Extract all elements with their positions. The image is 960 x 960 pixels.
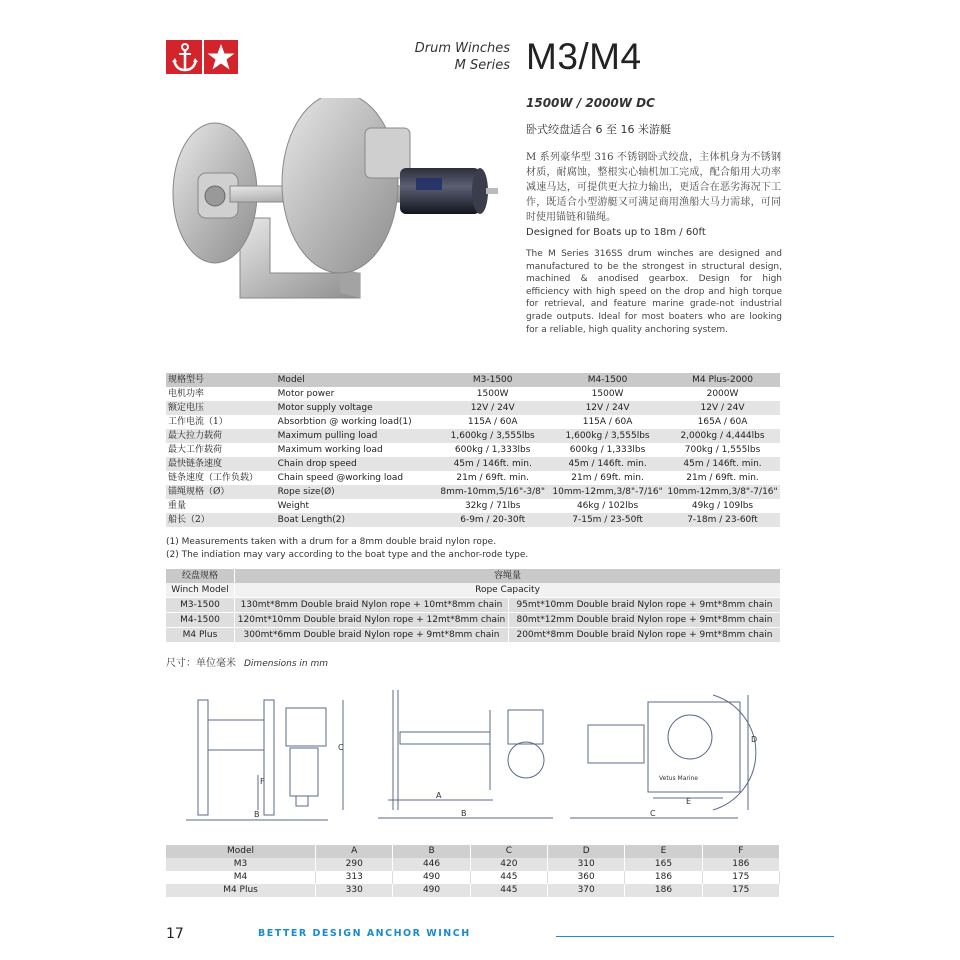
spec-value: 49kg / 109lbs bbox=[665, 499, 780, 513]
table-row bbox=[166, 858, 780, 871]
dimension-drawings bbox=[178, 680, 778, 830]
spec-value: 600kg / 1,333lbs bbox=[550, 443, 665, 457]
drawing-side-view bbox=[186, 700, 343, 820]
spec-value: 45m / 146ft. min. bbox=[550, 457, 665, 471]
spec-value: 165A / 60A bbox=[665, 415, 780, 429]
spec-value: M4 Plus-2000 bbox=[665, 373, 780, 387]
rope-capacity-a: 300mt*6mm Double braid Nylon rope + 9mt*8mm chain bbox=[235, 628, 509, 643]
dimensions-table bbox=[166, 845, 780, 897]
spec-en-label: Model bbox=[278, 373, 436, 387]
dimensions-label-en: Dimensions in mm bbox=[244, 659, 328, 669]
dim-cell: M3 bbox=[166, 858, 316, 871]
rope-header-en-model: Winch Model bbox=[166, 583, 235, 598]
spec-cn-label: 规格型号 bbox=[166, 373, 278, 387]
spec-value: 12V / 24V bbox=[435, 401, 550, 415]
dim-cell: 490 bbox=[393, 884, 470, 897]
spec-value: 12V / 24V bbox=[550, 401, 665, 415]
drawing-end-view bbox=[570, 695, 756, 818]
spec-en-label: Absorbtion @ working load(1) bbox=[278, 415, 436, 429]
dim-cell: 186 bbox=[702, 858, 779, 871]
footnote-1: (1) Measurements taken with a drum for a 8mm double braid nylon rope. bbox=[166, 537, 497, 547]
table-row bbox=[166, 613, 780, 628]
dim-cell: 370 bbox=[548, 884, 625, 897]
spec-en-label: Chain drop speed bbox=[278, 457, 436, 471]
spec-value: 10mm-12mm,3/8"-7/16" bbox=[550, 485, 665, 499]
spec-en-label: Motor power bbox=[278, 387, 436, 401]
dim-cell: 445 bbox=[470, 884, 547, 897]
table-row bbox=[166, 845, 780, 858]
spec-value: 21m / 69ft. min. bbox=[550, 471, 665, 485]
footnote-2: (2) The indiation may vary according to the boat type and the anchor-rode type. bbox=[166, 550, 529, 560]
page-title: M3/M4 bbox=[526, 36, 642, 77]
cn-subtitle: 卧式绞盘适合 6 至 16 米游艇 bbox=[526, 123, 671, 136]
spec-en-label: Maximum working load bbox=[278, 443, 436, 457]
spec-cn-label: 最大工作载荷 bbox=[166, 443, 278, 457]
rope-header-cn-model: 绞盘规格 bbox=[166, 569, 235, 583]
spec-value: 115A / 60A bbox=[435, 415, 550, 429]
spec-value: 1,600kg / 3,555lbs bbox=[550, 429, 665, 443]
dim-header: A bbox=[316, 845, 393, 858]
spec-en-label: Weight bbox=[278, 499, 436, 513]
rope-capacity-a: 130mt*8mm Double braid Nylon rope + 10mt*8mm chain bbox=[235, 598, 509, 613]
power-rating: 1500W / 2000W DC bbox=[526, 96, 655, 110]
spec-cn-label: 电机功率 bbox=[166, 387, 278, 401]
spec-cn-label: 锚绳规格（Ø） bbox=[166, 485, 278, 499]
spec-value: 10mm-12mm,3/8"-7/16" bbox=[665, 485, 780, 499]
dim-cell: M4 Plus bbox=[166, 884, 316, 897]
table-row bbox=[166, 443, 780, 457]
rope-header-en-capacity: Rope Capacity bbox=[235, 583, 781, 598]
dim-cell: 490 bbox=[393, 871, 470, 884]
dim-cell: 313 bbox=[316, 871, 393, 884]
spec-en-label: Chain speed @working load bbox=[278, 471, 436, 485]
spec-value: 2000W bbox=[665, 387, 780, 401]
dim-cell: 360 bbox=[548, 871, 625, 884]
spec-table bbox=[166, 373, 780, 527]
spec-value: 2,000kg / 4,444lbs bbox=[665, 429, 780, 443]
dim-cell: 165 bbox=[625, 858, 702, 871]
spec-value: 1,600kg / 3,555lbs bbox=[435, 429, 550, 443]
table-row bbox=[166, 387, 780, 401]
spec-cn-label: 重量 bbox=[166, 499, 278, 513]
table-row bbox=[166, 583, 780, 598]
rope-header-cn-capacity: 容绳量 bbox=[235, 569, 781, 583]
table-row bbox=[166, 569, 780, 583]
label-c-2: C bbox=[650, 809, 656, 818]
label-c-1: C bbox=[338, 743, 344, 752]
label-f: F bbox=[260, 777, 265, 786]
label-e: E bbox=[686, 797, 692, 806]
brand-logo bbox=[166, 40, 238, 74]
dim-header: F bbox=[702, 845, 779, 858]
dim-header: D bbox=[548, 845, 625, 858]
dim-header: C bbox=[470, 845, 547, 858]
spec-en-label: Motor supply voltage bbox=[278, 401, 436, 415]
spec-value: 21m / 69ft. min. bbox=[665, 471, 780, 485]
table-row bbox=[166, 373, 780, 387]
rope-model: M3-1500 bbox=[166, 598, 235, 613]
spec-value: 600kg / 1,333lbs bbox=[435, 443, 550, 457]
series-subtitle bbox=[380, 40, 510, 74]
spec-value: 8mm-10mm,5/16"-3/8" bbox=[435, 485, 550, 499]
logo-divider bbox=[202, 40, 204, 74]
spec-value: 21m / 69ft. min. bbox=[435, 471, 550, 485]
dim-header: Model bbox=[166, 845, 316, 858]
dim-cell: 330 bbox=[316, 884, 393, 897]
dim-cell: 420 bbox=[470, 858, 547, 871]
page-number: 17 bbox=[166, 926, 184, 942]
spec-value: 1500W bbox=[435, 387, 550, 401]
star-icon bbox=[206, 42, 236, 72]
drawing-brand-text: Vetus Marine bbox=[659, 775, 698, 782]
rope-capacity-b: 95mt*10mm Double braid Nylon rope + 9mt*8mm chain bbox=[509, 598, 781, 613]
spec-en-label: Boat Length(2) bbox=[278, 513, 436, 527]
spec-cn-label: 最快链条速度 bbox=[166, 457, 278, 471]
series-line-1: Drum Winches bbox=[414, 41, 510, 56]
dim-cell: 310 bbox=[548, 858, 625, 871]
rope-capacity-b: 200mt*8mm Double braid Nylon rope + 9mt*8mm chain bbox=[509, 628, 781, 643]
rope-model: M4-1500 bbox=[166, 613, 235, 628]
dim-cell: 186 bbox=[625, 884, 702, 897]
dimensions-label-cn: 尺寸：单位毫米 bbox=[166, 658, 236, 669]
designed-for: Designed for Boats up to 18m / 60ft bbox=[526, 227, 706, 238]
label-d: D bbox=[751, 735, 758, 744]
anchor-icon bbox=[170, 42, 200, 72]
rope-capacity-a: 120mt*10mm Double braid Nylon rope + 12mt*8mm chain bbox=[235, 613, 509, 628]
spec-value: 45m / 146ft. min. bbox=[665, 457, 780, 471]
drawing-front-view bbox=[378, 690, 553, 818]
spec-en-label: Maximum pulling load bbox=[278, 429, 436, 443]
footnotes bbox=[166, 536, 528, 562]
label-b-2: B bbox=[461, 809, 467, 818]
spec-cn-label: 链条速度（工作负载） bbox=[166, 471, 278, 485]
spec-value: 12V / 24V bbox=[665, 401, 780, 415]
spec-cn-label: 最大拉力载荷 bbox=[166, 429, 278, 443]
table-row bbox=[166, 499, 780, 513]
dim-cell: 445 bbox=[470, 871, 547, 884]
table-row bbox=[166, 513, 780, 527]
spec-value: M4-1500 bbox=[550, 373, 665, 387]
table-row bbox=[166, 884, 780, 897]
spec-cn-label: 工作电流（1） bbox=[166, 415, 278, 429]
series-line-2: M Series bbox=[454, 58, 510, 73]
table-row bbox=[166, 429, 780, 443]
label-b-1: B bbox=[254, 810, 260, 819]
table-row bbox=[166, 471, 780, 485]
spec-en-label: Rope size(Ø) bbox=[278, 485, 436, 499]
table-row bbox=[166, 485, 780, 499]
table-row bbox=[166, 457, 780, 471]
rope-capacity-b: 80mt*12mm Double braid Nylon rope + 9mt*8mm chain bbox=[509, 613, 781, 628]
rope-model: M4 Plus bbox=[166, 628, 235, 643]
table-row bbox=[166, 628, 780, 643]
dim-cell: 446 bbox=[393, 858, 470, 871]
dim-cell: 186 bbox=[625, 871, 702, 884]
dimensions-label bbox=[166, 654, 328, 669]
table-row bbox=[166, 401, 780, 415]
spec-value: 46kg / 102lbs bbox=[550, 499, 665, 513]
spec-value: 6-9m / 20-30ft bbox=[435, 513, 550, 527]
cn-description: M 系列豪华型 316 不锈钢卧式绞盘，主体机身为不锈钢材质，耐腐蚀，整根实心轴机加工完成，配合船用大功率减速马达，可提供更大拉力输出，更适合在恶劣海况下工作，既适合小型游艇又可满足商用渔船大马力需球，可同时使用锚链和锚绳。 bbox=[526, 152, 781, 223]
spec-value: 115A / 60A bbox=[550, 415, 665, 429]
en-description: The M Series 316SS drum winches are designed and manufactured to be the strongest in structural design, machined & anodised gearbox. Design for high efficiency with high speed on the drop and high torque for retrieval, and feature marine grade-not industrial grade outputs. Ideal for most boaters who are looking for a reliable, high quality anchoring system. bbox=[526, 249, 782, 335]
spec-value: M3-1500 bbox=[435, 373, 550, 387]
dim-cell: 175 bbox=[702, 884, 779, 897]
rope-capacity-table bbox=[166, 569, 780, 642]
dim-cell: 290 bbox=[316, 858, 393, 871]
spec-value: 7-18m / 23-60ft bbox=[665, 513, 780, 527]
spec-cn-label: 船长（2） bbox=[166, 513, 278, 527]
label-a: A bbox=[436, 791, 442, 800]
footer-tagline: BETTER DESIGN ANCHOR WINCH bbox=[258, 928, 471, 939]
spec-value: 32kg / 71lbs bbox=[435, 499, 550, 513]
table-row bbox=[166, 415, 780, 429]
spec-value: 7-15m / 23-50ft bbox=[550, 513, 665, 527]
table-row bbox=[166, 871, 780, 884]
dim-cell: 175 bbox=[702, 871, 779, 884]
spec-cn-label: 额定电压 bbox=[166, 401, 278, 415]
footer-divider bbox=[556, 936, 834, 937]
dim-header: B bbox=[393, 845, 470, 858]
winch-product-image bbox=[170, 98, 510, 328]
dim-cell: M4 bbox=[166, 871, 316, 884]
spec-value: 45m / 146ft. min. bbox=[435, 457, 550, 471]
table-row bbox=[166, 598, 780, 613]
spec-value: 1500W bbox=[550, 387, 665, 401]
dim-header: E bbox=[625, 845, 702, 858]
spec-value: 700kg / 1,555lbs bbox=[665, 443, 780, 457]
